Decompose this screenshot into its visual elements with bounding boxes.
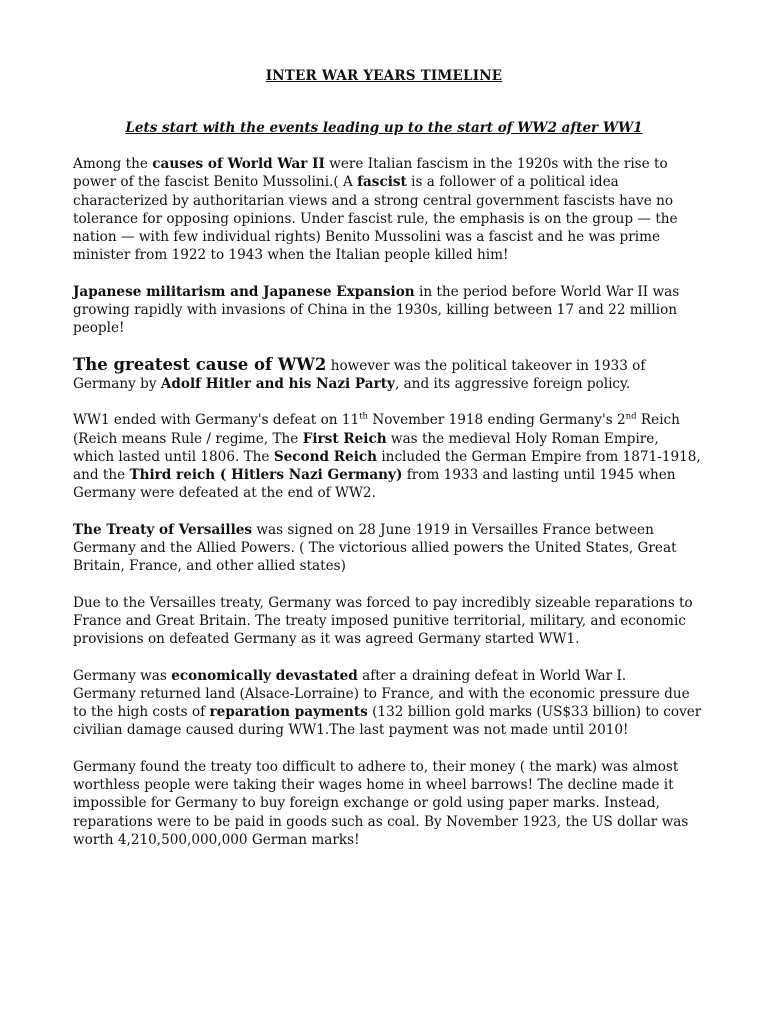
paragraph-reich: WW1 ended with Germany's defeat on 11th November 1918 ending Germany's 2nd Reich (Reich means Rule / regime, The First Reich was the medieval Holy Roman Empire, which lasted until 1806. The Second Reich included the German Empire from 1871-1918, and the Third reich ( Hitlers Nazi Germany) from 1933 and lasting until 1945 when Germany were defeated at the end of WW2.	[73, 411, 701, 502]
paragraph-hyperinflation: Germany found the treaty too difficult to adhere to, their money ( the mark) was almost worthless people were taking their wages home in wheel barrows! The decline made it impossible for Germany to buy foreign exchange or gold using paper marks. Instead, reparations were to be paid in goods such as coal. By November 1923, the US dollar was worth 4,210,500,000,000 German marks!	[73, 758, 689, 848]
document-body	[73, 155, 703, 867]
page-subtitle: Lets start with the events leading up to the start of WW2 after WW1	[125, 120, 643, 136]
paragraph-causes: Among the causes of World War II were Italian fascism in the 1920s with the rise to power of the fascist Benito Mussolini.( A fascist is a follower of a political idea characterized by authoritarian views and a strong central government fascists have no tolerance for opposing opinions. Under fascist rule, the emphasis is on the group — the nation — with few individual rights) Benito Mussolini was a fascist and he was prime minister from 1922 to 1943 when the Italian people killed him!	[73, 156, 678, 264]
page-title: INTER WAR YEARS TIMELINE	[265, 68, 503, 84]
paragraph-reparations: Due to the Versailles treaty, Germany was forced to pay incredibly sizeable reparations to France and Great Britain. The treaty imposed punitive territorial, military, and economic provisions on defeated Germany as it was agreed Germany started WW1.	[73, 594, 693, 648]
paragraph-versailles: The Treaty of Versailles was signed on 28 June 1919 in Versailles France between Germany and the Allied Powers. ( The victorious allied powers the United States, Great Britain, France, and other allied states)	[73, 521, 677, 575]
paragraph-japan: Japanese militarism and Japanese Expansion in the period before World War II was growing rapidly with invasions of China in the 1930s, killing between 17 and 22 million people!	[73, 283, 680, 337]
paragraph-economy: Germany was economically devastated after a draining defeat in World War I. Germany returned land (Alsace-Lorraine) to France, and with the economic pressure due to the high costs of reparation payments (132 billion gold marks (US$33 billion) to cover civilian damage caused during WW1.The last payment was not made until 2010!	[73, 667, 702, 739]
paragraph-greatest-cause: The greatest cause of WW2 however was the political takeover in 1933 of Germany by Adolf Hitler and his Nazi Party, and its aggressive foreign policy.	[73, 354, 646, 392]
